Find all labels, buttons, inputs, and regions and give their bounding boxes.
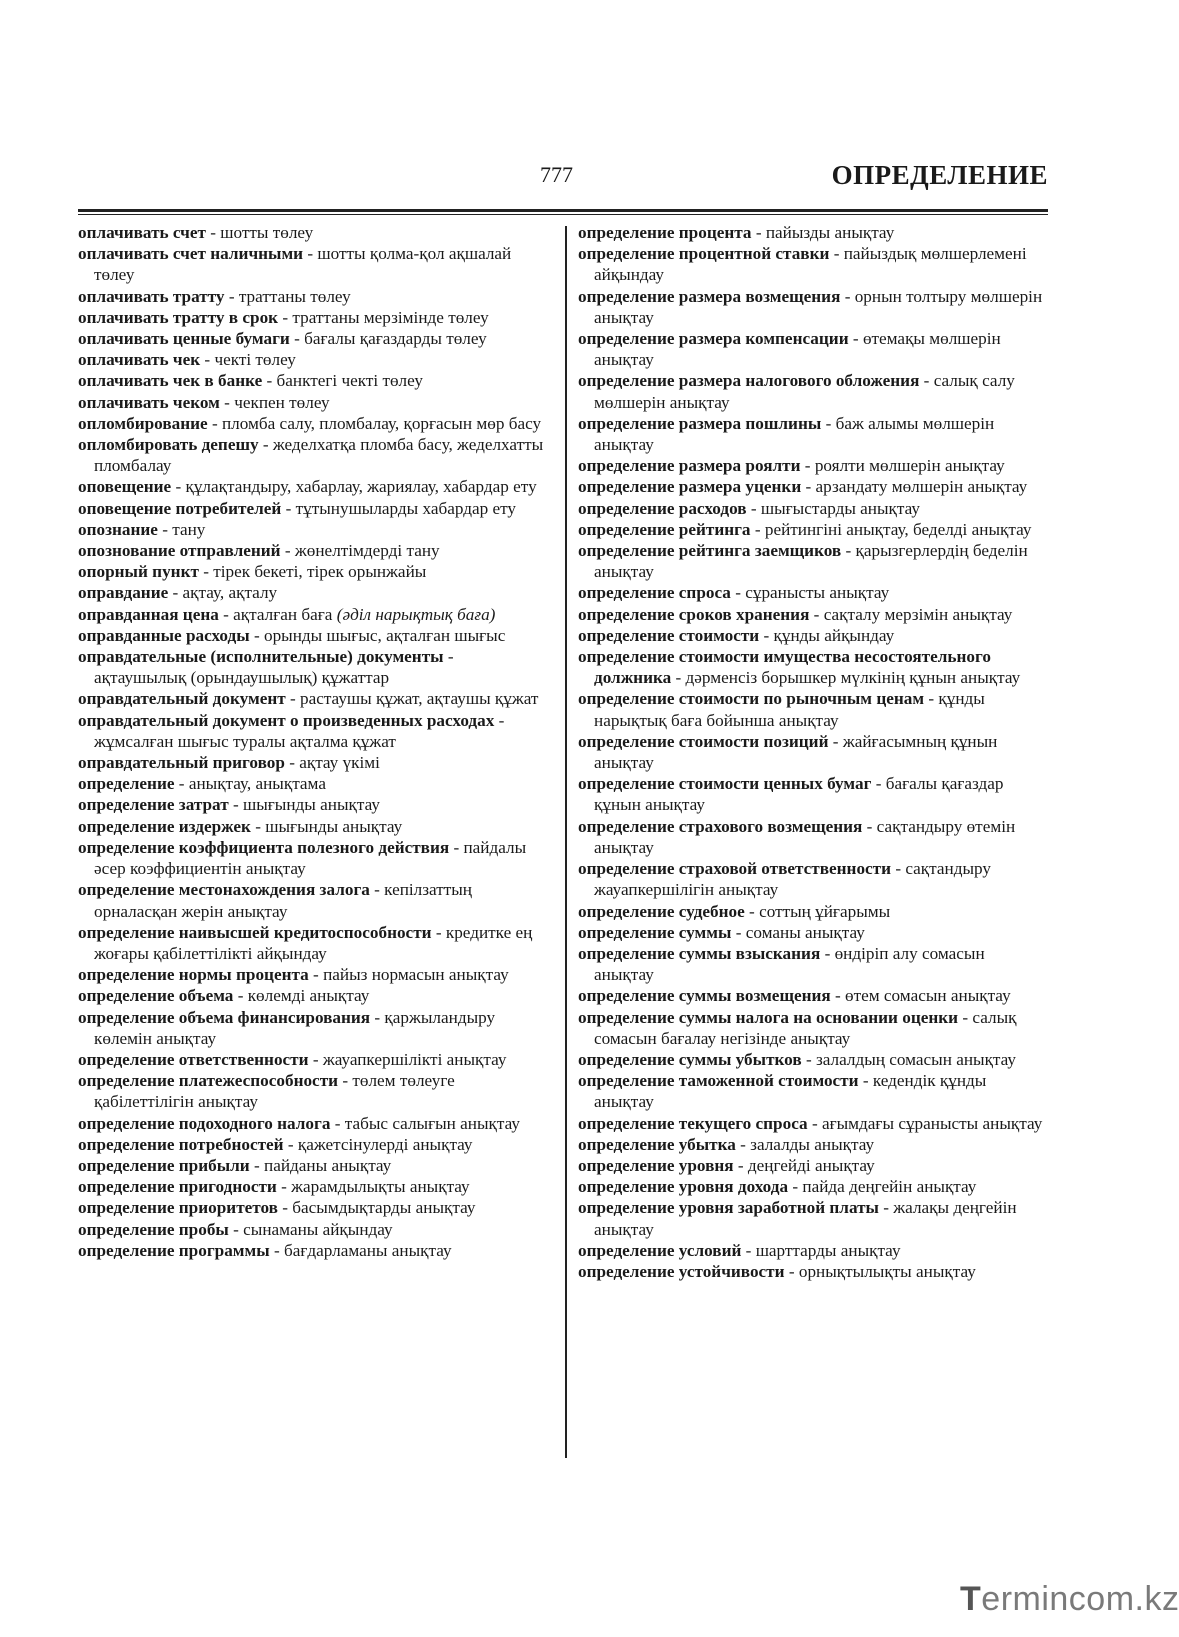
dictionary-entry — [78, 794, 548, 815]
entry-term: оплачивать тратту — [78, 286, 225, 306]
entry-definition: - дәрменсіз борышкер мүлкінің құнын анықтау — [671, 668, 1021, 688]
entry-definition: - шотты қолма-қол ақшалай төлеу — [94, 244, 512, 285]
dictionary-entry — [578, 858, 1048, 900]
entry-term: определение пригодности — [78, 1177, 277, 1197]
entry-term: определение уровня — [578, 1155, 734, 1175]
entry-definition: - көлемді анықтау — [233, 986, 370, 1006]
entry-term: определение — [78, 774, 175, 794]
dictionary-entry — [78, 1049, 548, 1070]
dictionary-entry — [578, 476, 1048, 497]
entry-term: оправданные расходы — [78, 625, 250, 645]
dictionary-entry — [578, 773, 1048, 815]
entry-term: оповещение потребителей — [78, 498, 282, 518]
entry-term: определение размера возмещения — [578, 286, 841, 306]
entry-term: оплачивать тратту в срок — [78, 307, 279, 327]
entry-definition: - бағалы қағаздар құнын анықтау — [594, 774, 1004, 815]
entry-definition: - жұмсалған шығыс туралы ақталма құжат — [94, 710, 505, 751]
entry-definition: - жалақы деңгейін анықтау — [594, 1198, 1017, 1239]
dictionary-entry — [78, 604, 548, 625]
entry-definition: - залалды анықтау — [735, 1134, 875, 1154]
entry-term: определение приоритетов — [78, 1198, 278, 1218]
entry-definition: - чекпен төлеу — [219, 392, 330, 412]
entry-term: определение страховой ответственности — [578, 859, 892, 879]
entry-term: определение стоимости по рыночным ценам — [578, 689, 925, 709]
dictionary-entry — [78, 307, 548, 328]
dictionary-entry — [78, 1007, 548, 1049]
entry-term: определение суммы взыскания — [578, 943, 821, 963]
entry-definition: - пайыз нормасын анықтау — [308, 965, 509, 985]
entry-term: определение стоимости ценных бумаг — [578, 774, 872, 794]
entry-definition: - соманы анықтау — [731, 922, 865, 942]
entry-definition: - сұранысты анықтау — [730, 583, 890, 603]
terminkom-logo — [948, 1578, 1179, 1622]
entry-term: оплачивать счет — [78, 223, 206, 242]
entry-definition: - рейтингіні анықтау, беделді анықтау — [750, 519, 1032, 539]
dictionary-entry — [78, 688, 548, 709]
dictionary-entry — [78, 498, 548, 519]
entry-definition: - шотты төлеу — [205, 223, 314, 242]
entry-definition: - төлем төлеуге қабілеттілігін анықтау — [94, 1071, 455, 1112]
entry-term: определение текущего спроса — [578, 1113, 808, 1133]
entry-definition: - шығынды анықтау — [228, 795, 380, 815]
dictionary-entry — [78, 370, 548, 391]
dictionary-entry — [78, 773, 548, 794]
dictionary-entry — [78, 349, 548, 370]
entry-term: определение убытка — [578, 1134, 736, 1154]
entry-term: определение потребностей — [78, 1134, 284, 1154]
dictionary-entry — [78, 816, 548, 837]
entry-term: определение таможенной стоимости — [578, 1071, 859, 1091]
dictionary-entry — [578, 1176, 1048, 1197]
entry-term: определение подоходного налога — [78, 1113, 331, 1133]
dictionary-entry — [578, 1113, 1048, 1134]
dictionary-entry — [78, 922, 548, 964]
page-number: 777 — [540, 162, 573, 187]
dictionary-entry — [78, 1219, 548, 1240]
dictionary-entry — [78, 582, 548, 603]
dictionary-entry — [78, 985, 548, 1006]
dictionary-entry — [578, 922, 1048, 943]
entry-definition: - ақталған баға — [218, 604, 337, 624]
entry-definition: - құнды нарықтық баға бойынша анықтау — [594, 689, 985, 730]
dictionary-entry — [578, 625, 1048, 646]
dictionary-entry — [578, 519, 1048, 540]
entry-term: опломбировать депешу — [78, 435, 259, 455]
entry-term: оплачивать счет наличными — [78, 244, 304, 264]
entry-definition: - арзандату мөлшерін анықтау — [801, 477, 1028, 497]
dictionary-entry — [78, 561, 548, 582]
entry-term: определение размера компенсации — [578, 329, 849, 349]
entry-definition: - банктегі чекті төлеу — [262, 371, 423, 391]
entry-term: определение местонахождения залога — [78, 880, 370, 900]
dictionary-entry — [78, 222, 548, 243]
entry-definition: - басымдықтарды анықтау — [277, 1198, 476, 1218]
entry-definition: - соттың ұйғарымы — [744, 901, 891, 921]
entry-term: оправдательные (исполнительные) документы — [78, 647, 444, 667]
entry-definition: - пломба салу, пломбалау, қорғасын мөр басу — [207, 413, 542, 433]
dictionary-entry — [578, 582, 1048, 603]
entry-term: определение спроса — [578, 583, 731, 603]
entry-term: определение размера роялти — [578, 456, 801, 476]
entry-definition: - пайдалы әсер коэффициентін анықтау — [94, 837, 527, 879]
entry-definition: - траттаны мерзімінде төлеу — [278, 307, 489, 327]
entry-definition: - бағдарламаны анықтау — [269, 1240, 452, 1260]
dictionary-entry — [78, 413, 548, 434]
entry-term: определение уровня дохода — [578, 1177, 789, 1197]
entry-definition: - өтемақы мөлшерін анықтау — [594, 329, 1001, 370]
entry-term: опознование отправлений — [78, 541, 281, 561]
entry-term: определение суммы убытков — [578, 1049, 802, 1069]
entry-definition: - растаушы құжат, ақтаушы құжат — [285, 689, 539, 709]
entry-term: определение устойчивости — [578, 1261, 785, 1281]
entry-term: опорный пункт — [78, 562, 199, 582]
entry-term: определение нормы процента — [78, 965, 309, 985]
entry-definition: - қаржыландыру көлемін анықтау — [94, 1007, 496, 1048]
dictionary-entry — [78, 1070, 548, 1112]
dictionary-entry — [578, 243, 1048, 285]
entry-definition: - ақтау үкімі — [284, 753, 380, 773]
entry-term: оправданная цена — [78, 604, 219, 624]
dictionary-entry — [578, 222, 1048, 243]
entry-definition: - жарамдылықты анықтау — [276, 1177, 470, 1197]
entry-definition: - өндіріп алу сомасын анықтау — [594, 943, 985, 985]
dictionary-entry — [578, 1007, 1048, 1049]
running-head: ОПРЕДЕЛЕНИЕ — [831, 160, 1048, 190]
dictionary-entry — [78, 1176, 548, 1197]
entry-definition: - тану — [157, 519, 206, 539]
dictionary-entry — [78, 710, 548, 752]
entry-definition: - кепілзаттың орналасқан жерін анықтау — [94, 880, 473, 921]
entry-definition: - сақтандыру өтемін анықтау — [594, 816, 1016, 857]
dictionary-entry — [578, 816, 1048, 858]
dictionary-entry — [578, 604, 1048, 625]
entry-term: оправдание — [78, 583, 169, 603]
entry-term: определение размера налогового обложения — [578, 371, 920, 391]
column-divider — [565, 226, 567, 1458]
entry-definition: - кедендік құнды анықтау — [594, 1071, 987, 1112]
dictionary-entry — [578, 985, 1048, 1006]
entry-definition: - пайда деңгейін анықтау — [788, 1177, 977, 1197]
dictionary-entry — [78, 243, 548, 285]
entry-definition: - пайданы анықтау — [249, 1155, 392, 1175]
entry-definition: - жауапкершілікті анықтау — [308, 1049, 507, 1069]
entry-definition: - ақтаушылық (орындаушылық) құжаттар — [94, 647, 454, 688]
dictionary-entry — [78, 328, 548, 349]
dictionary-entry — [578, 540, 1048, 582]
entry-definition: - жеделхатқа пломба басу, жеделхатты пломбалау — [94, 435, 544, 476]
dictionary-entry — [78, 1155, 548, 1176]
entry-term: оплачивать чеком — [78, 392, 220, 412]
entry-term: определение объема финансирования — [78, 1007, 371, 1027]
dictionary-entry — [578, 646, 1048, 688]
dictionary-entry — [78, 519, 548, 540]
dictionary-entry — [578, 455, 1048, 476]
dictionary-entry — [578, 1261, 1048, 1282]
entry-term: определение условий — [578, 1240, 742, 1260]
entry-definition: - залалдың сомасын анықтау — [801, 1049, 1016, 1069]
right-column — [578, 222, 1048, 1282]
dictionary-entry — [578, 1134, 1048, 1155]
entry-term: оповещение — [78, 477, 172, 497]
dictionary-entry — [578, 413, 1048, 455]
entry-definition: - роялти мөлшерін анықтау — [800, 456, 1005, 476]
dictionary-entry — [578, 1155, 1048, 1176]
entry-term: определение рейтинга — [578, 519, 751, 539]
entry-definition: - ақтау, ақталу — [168, 583, 278, 603]
entry-definition: - орнықтылықты анықтау — [784, 1261, 976, 1281]
entry-term: опознание — [78, 519, 158, 539]
entry-term: определение прибыли — [78, 1155, 250, 1175]
entry-term: оправдательный документ о произведенных расходах — [78, 710, 495, 730]
dictionary-entry — [78, 286, 548, 307]
dictionary-entry — [78, 540, 548, 561]
entry-definition: - шарттарды анықтау — [741, 1240, 901, 1260]
dictionary-entry — [78, 434, 548, 476]
entry-term: определение издержек — [78, 816, 251, 836]
logo-text-main: ermincom.kz — [981, 1580, 1179, 1618]
entry-term: определение ответственности — [78, 1049, 309, 1069]
dictionary-entry — [78, 879, 548, 921]
entry-definition: - траттаны төлеу — [224, 286, 351, 306]
entry-term: определение пробы — [78, 1219, 229, 1239]
entry-term: определение стоимости — [578, 625, 760, 645]
logo-text — [960, 1580, 1179, 1619]
entry-definition: - сынаманы айқындау — [228, 1219, 393, 1239]
left-column — [78, 222, 548, 1261]
entry-term: определение программы — [78, 1240, 270, 1260]
dictionary-entry — [78, 964, 548, 985]
entry-definition: - пайыздық мөлшерлемені айқындау — [594, 244, 1027, 285]
entry-definition: - деңгейді анықтау — [733, 1155, 875, 1175]
dictionary-entry — [578, 1070, 1048, 1112]
entry-term: определение уровня заработной платы — [578, 1198, 879, 1218]
entry-term: определение процентной ставки — [578, 244, 830, 264]
entry-definition: - чекті төлеу — [200, 350, 296, 370]
entry-term: опломбирование — [78, 413, 208, 433]
entry-term: определение сроков хранения — [578, 604, 810, 624]
entry-term: оплачивать чек в банке — [78, 371, 263, 391]
entry-term: определение размера пошлины — [578, 413, 822, 433]
entry-definition: - орынды шығыс, ақталған шығыс — [249, 625, 506, 645]
dictionary-entry — [578, 370, 1048, 412]
entry-term: оплачивать чек — [78, 350, 201, 370]
entry-definition: - табыс салығын анықтау — [330, 1113, 520, 1133]
entry-term: определение суммы возмещения — [578, 986, 831, 1006]
dictionary-entry — [78, 1113, 548, 1134]
dictionary-entry — [78, 392, 548, 413]
dictionary-entry — [578, 286, 1048, 328]
entry-definition: - жөнелтімдерді тану — [280, 541, 440, 561]
dictionary-entry — [78, 837, 548, 879]
entry-definition: - сақтандыру жауапкершілігін анықтау — [594, 859, 991, 900]
entry-term: оплачивать ценные бумаги — [78, 329, 290, 349]
entry-term: определение размера уценки — [578, 477, 802, 497]
entry-definition: - ағымдағы сұранысты анықтау — [807, 1113, 1043, 1133]
dictionary-entry — [78, 1240, 548, 1261]
entry-term: определение затрат — [78, 795, 229, 815]
dictionary-entry — [578, 1197, 1048, 1239]
entry-term: определение объема — [78, 986, 234, 1006]
dictionary-entry — [578, 498, 1048, 519]
entry-term: определение расходов — [578, 498, 747, 518]
entry-definition: - тірек бекеті, тірек орынжайы — [198, 562, 427, 582]
entry-definition: - шығынды анықтау — [250, 816, 403, 836]
entry-definition: - тұтынушыларды хабардар ету — [281, 498, 517, 518]
header-rule-thick — [78, 209, 1048, 212]
dictionary-entry — [78, 1197, 548, 1218]
entry-definition: - шығыстарды анықтау — [746, 498, 920, 518]
dictionary-entry — [78, 625, 548, 646]
entry-definition: - өтем сомасын анықтау — [830, 986, 1011, 1006]
entry-definition: - қажетсінулерді анықтау — [283, 1134, 473, 1154]
entry-term: определение рейтинга заемщиков — [578, 541, 842, 561]
entry-definition: - сақталу мерзімін анықтау — [809, 604, 1013, 624]
entry-term: определение коэффициента полезного действия — [78, 837, 450, 857]
dictionary-entry — [78, 1134, 548, 1155]
entry-term: оправдательный документ — [78, 689, 286, 709]
entry-definition: - кредитке ең жоғары қабілеттілікті айқындау — [94, 922, 533, 963]
logo-letter-t: T — [960, 1580, 982, 1618]
dictionary-entry — [578, 1240, 1048, 1261]
entry-definition: - салық салу мөлшерін анықтау — [594, 371, 1015, 412]
entry-term: определение процента — [578, 223, 752, 242]
entry-term: определение страхового возмещения — [578, 816, 863, 836]
entry-term: определение суммы налога на основании оценки — [578, 1007, 959, 1027]
dictionary-entry — [578, 1049, 1048, 1070]
entry-definition: - құлақтандыру, хабарлау, жариялау, хабардар ету — [171, 477, 537, 497]
dictionary-entry — [78, 646, 548, 688]
entry-definition: - құнды айқындау — [759, 625, 895, 645]
dictionary-entry — [578, 731, 1048, 773]
entry-definition: - салық сомасын бағалау негізінде анықтау — [594, 1007, 1017, 1048]
dictionary-entry — [578, 688, 1048, 730]
dictionary-entry — [578, 901, 1048, 922]
entry-term: определение суммы — [578, 922, 732, 942]
entry-definition: - пайызды анықтау — [751, 223, 895, 242]
entry-definition: - баж алымы мөлшерін анықтау — [594, 413, 995, 455]
entry-term: определение платежеспособности — [78, 1071, 339, 1091]
dictionary-entry — [578, 943, 1048, 985]
entry-term: определение стоимости позиций — [578, 731, 829, 751]
header-rule-thin — [78, 214, 1048, 215]
dictionary-entry — [578, 328, 1048, 370]
entry-definition: - орнын толтыру мөлшерін анықтау — [594, 286, 1043, 327]
entry-definition: - бағалы қағаздарды төлеу — [289, 329, 487, 349]
entry-note: (әділ нарықтық баға) — [336, 604, 496, 624]
entry-definition: - жайғасымның құнын анықтау — [594, 731, 998, 773]
entry-definition: - қарызгерлердің беделін анықтау — [594, 541, 1028, 582]
entry-term: оправдательный приговор — [78, 753, 285, 773]
dictionary-entry — [78, 476, 548, 497]
entry-term: определение стоимости имущества несостоятельного должника — [578, 647, 991, 688]
entry-definition: - анықтау, анықтама — [174, 774, 326, 794]
entry-term: определение судебное — [578, 901, 745, 921]
dictionary-entry — [78, 752, 548, 773]
entry-term: определение наивысшей кредитоспособности — [78, 922, 432, 942]
